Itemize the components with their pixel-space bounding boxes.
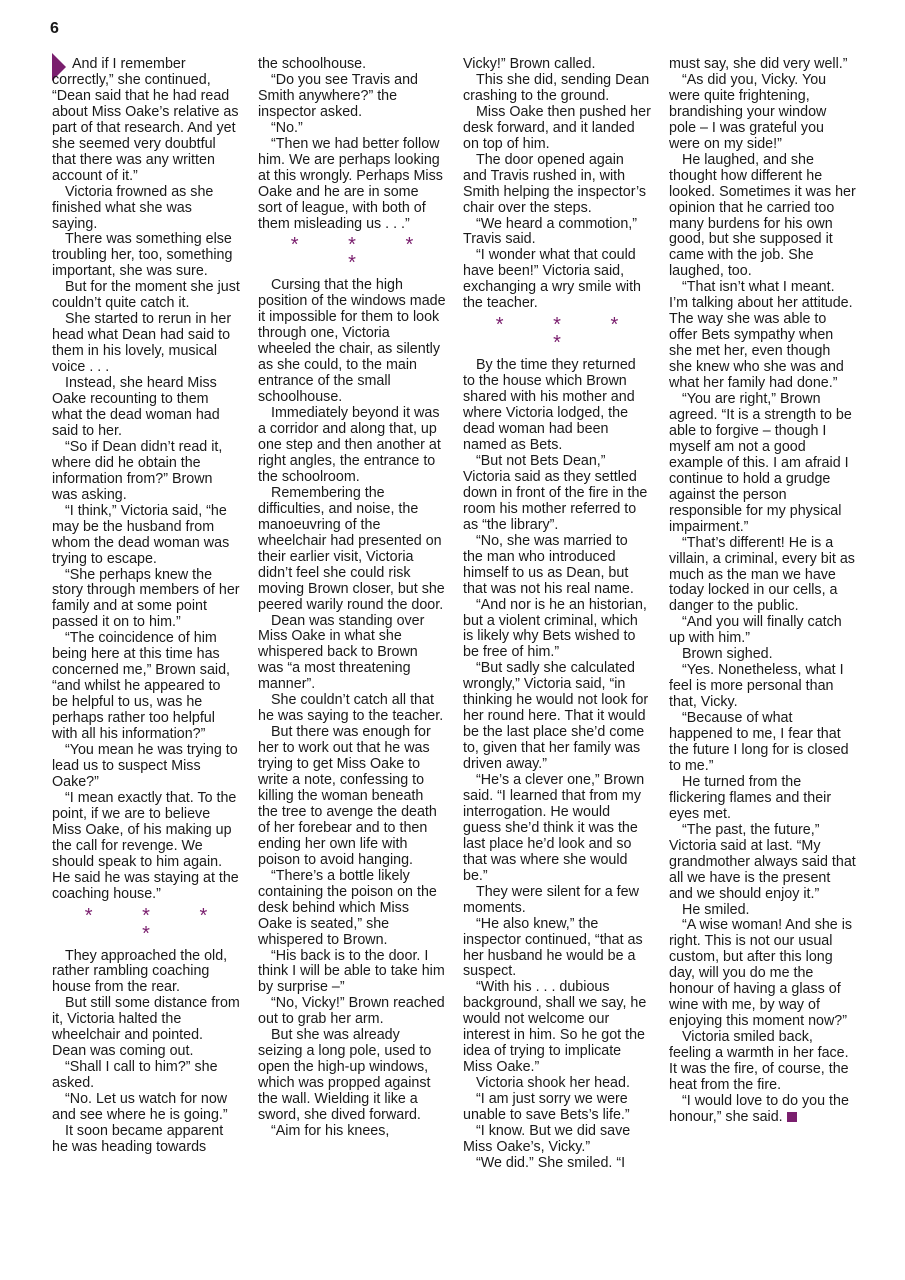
paragraph: “He’s a clever one,” Brown said. “I learned that from my interrogation. He would guess she’d think it was the last place he’d look and so that was where she would be.”	[463, 772, 645, 884]
paragraph: Victoria frowned as she finished what she was saying.	[52, 183, 214, 232]
paragraph: By the time they returned to the house which Brown shared with his mother and where Victoria lodged, the dead woman had been named as Bets.	[463, 357, 636, 454]
paragraph: “Do you see Travis and Smith anywhere?” the inspector asked.	[258, 71, 419, 120]
paragraph: “We did.” She smiled. “I	[476, 1154, 626, 1171]
paragraph: She started to rerun in her head what Dean had said to them in his lovely, musical voice . . .	[52, 311, 232, 376]
section-separator: * * * *	[84, 904, 230, 945]
paragraph: She couldn’t catch all that he was saying to the teacher.	[258, 692, 444, 725]
paragraph: This she did, sending Dean crashing to the ground.	[463, 71, 650, 104]
paragraph: “And nor is he an historian, but a violent criminal, which is likely why Bets wished to be free of him.”	[463, 596, 647, 661]
column-1	[52, 57, 240, 1156]
column-4	[669, 57, 857, 1126]
paragraph: Dean was standing over Miss Oake in what she whispered back to Brown was “a most threatening manner”.	[258, 612, 425, 693]
paragraph: He smiled.	[682, 901, 750, 918]
paragraph: “Yes. Nonetheless, what I feel is more personal than that, Vicky.	[669, 662, 844, 711]
paragraph: “No, Vicky!” Brown reached out to grab her arm.	[258, 995, 445, 1028]
column-2	[258, 57, 446, 1140]
paragraph: He turned from the flickering flames and their eyes met.	[669, 773, 832, 822]
paragraph: “His back is to the door. I think I will be able to take him by surprise –”	[258, 947, 445, 996]
paragraph: “Because of what happened to me, I fear that the future I long for is closed to me.”	[669, 710, 849, 774]
paragraph: Instead, she heard Miss Oake recounting to them what the dead woman had said to her.	[52, 375, 220, 439]
paragraph: “Shall I call to him?” she asked.	[52, 1059, 218, 1092]
paragraph: It soon became apparent he was heading towards	[52, 1123, 224, 1155]
paragraph: “That’s different! He is a villain, a criminal, every bit as much as the man we have today locked in our cells, a danger to the public.	[669, 534, 855, 615]
paragraph: “The coincidence of him being here at this time has concerned me,” Brown said, “and whilst he appeared to be helpful to us, was he perhaps rather too helpful with all his information?”	[52, 630, 230, 743]
paragraph: “The past, the future,” Victoria said at last. “My grandmother always said that all we have is the present and we should enjoy it.”	[669, 821, 856, 902]
paragraph: “No. Let us watch for now and see where he is going.”	[52, 1091, 228, 1124]
paragraph: “You mean he was trying to lead us to suspect Miss Oake?”	[52, 741, 238, 790]
paragraph: Brown sighed.	[682, 646, 773, 663]
paragraph: He laughed, and she thought how different he looked. Sometimes it was her opinion that he carried too many burdens for his own good, but she supposed it came with the job. She laughed, too.	[669, 151, 856, 280]
column-3	[463, 57, 651, 1172]
paragraph: Vicky!” Brown called.	[463, 56, 596, 72]
paragraph: “He also knew,” the inspector continued, “that as her husband he would be a suspect.	[463, 915, 643, 980]
paragraph: “We heard a commotion,” Travis said.	[463, 215, 638, 248]
paragraph: “A wise woman! And she is right. This is not our usual custom, but after this long day, will you do me the honour of having a glass of wine with me, by way of enjoying this moment now?”	[669, 917, 853, 1030]
paragraph: “Aim for his knees,	[271, 1123, 390, 1139]
paragraph: “No.”	[271, 119, 303, 136]
paragraph: “I mean exactly that. To the point, if we are to believe Miss Oake, of his making up the call for revenge. We should speak to him again. He said he was staying at the coaching house.”	[52, 789, 239, 902]
paragraph: “So if Dean didn’t read it, where did he obtain the information from?” Brown was asking.	[52, 438, 223, 503]
section-separator: * * * *	[290, 234, 436, 275]
paragraph: “That isn’t what I meant. I’m talking about her attitude. The way she was able to offer Bets sympathy when she met her, even though she knew who she was and what her family had done.”	[669, 279, 853, 392]
paragraph: the schoolhouse.	[258, 56, 367, 72]
paragraph: “You are right,” Brown agreed. “It is a strength to be able to forgive – though I myself am not a good example of this. I am afraid I continue to hold a grudge against the person responsible for my physical impairment.”	[669, 391, 852, 535]
paragraph: “With his . . . dubious background, shall we say, he would not welcome our interest in him. So he got the idea of trying to implicate Miss Oake.”	[463, 979, 647, 1076]
paragraph: “No, she was married to the man who introduced himself to us as Dean, but that was not his real name.	[463, 532, 634, 597]
paragraph: Victoria shook her head.	[476, 1075, 630, 1092]
paragraph: And if I remember correctly,” she continued, “Dean said that he had read about Miss Oake’s relative as part of that research. And yet she seemed very doubtful that there was any written account of it.”	[52, 56, 239, 184]
paragraph: Miss Oake then pushed her desk forward, and it landed on top of him.	[463, 103, 651, 152]
paragraph: They were silent for a few moments.	[463, 883, 639, 916]
paragraph: “I wonder what that could have been!” Victoria said, exchanging a wry smile with the teacher.	[463, 247, 641, 312]
paragraph: Immediately beyond it was a corridor and along that, up one step and then another at right angles, the entrance to the schoolroom.	[258, 405, 441, 485]
paragraph: But for the moment she just couldn’t quite catch it.	[52, 279, 240, 312]
paragraph: must say, she did very well.”	[669, 56, 848, 72]
paragraph: “And you will finally catch up with him.”	[669, 614, 842, 647]
paragraph: “I would love to do you the honour,” she said.	[669, 1092, 849, 1125]
paragraph: “As did you, Vicky. You were quite frightening, brandishing your window pole – I was grateful you were on my side!”	[669, 71, 827, 152]
paragraph: “There’s a bottle likely containing the poison on the desk behind which Miss Oake is seated,” she whispered to Brown.	[258, 867, 437, 948]
paragraph: “Then we had better follow him. We are perhaps looking at this wrongly. Perhaps Miss Oake and he are in some sort of league, with both of them misleading us . . .”	[258, 135, 443, 232]
paragraph: But there was enough for her to work out that he was trying to get Miss Oake to write a note, confessing to killing the woman beneath the tree to avenge the death of her forebear and to then ending her own life with poison to avoid hanging.	[258, 724, 437, 868]
paragraph: But she was already seizing a long pole, used to open the high-up windows, which was propped against the wall. Wielding it like a sword, she dived forward.	[258, 1027, 432, 1124]
section-separator: * * * *	[495, 314, 641, 355]
paragraph: There was something else troubling her, too, something important, she was sure.	[52, 231, 233, 280]
paragraph: “But sadly she calculated wrongly,” Victoria said, “in thinking he would not look for her round here. That it would be the last place she’d come to, given that her family was driven away.”	[463, 660, 649, 773]
paragraph: Victoria smiled back, feeling a warmth in her face. It was the fire, of course, the heat from the fire.	[669, 1029, 849, 1093]
paragraph: “She perhaps knew the story through members of her family and at some point passed it on to him.”	[52, 566, 240, 631]
paragraph: “But not Bets Dean,” Victoria said as they settled down in front of the fire in the room his mother referred to as “the library”.	[463, 452, 648, 533]
end-of-story-mark	[787, 1112, 797, 1122]
page-number: 6	[50, 20, 59, 37]
paragraph: “I know. But we did save Miss Oake’s, Vicky.”	[463, 1123, 631, 1155]
paragraph: “I think,” Victoria said, “he may be the husband from whom the dead woman was trying to escape.	[52, 502, 230, 567]
paragraph: Cursing that the high position of the windows made it impossible for them to look through one, Victoria wheeled the chair, as silently as she could, to the main entrance of the small schoolhouse.	[258, 277, 446, 406]
paragraph: But still some distance from it, Victoria halted the wheelchair and pointed. Dean was coming out.	[52, 995, 240, 1060]
paragraph: The door opened again and Travis rushed in, with Smith helping the inspector’s chair over the steps.	[463, 151, 647, 216]
paragraph: They approached the old, rather rambling coaching house from the rear.	[52, 947, 228, 996]
paragraph: Remembering the difficulties, and noise, the manoeuvring of the wheelchair had presented on their earlier visit, Victoria didn’t feel she could risk moving Brown closer, but she peered warily round the door.	[258, 484, 445, 613]
paragraph: “I am just sorry we were unable to save Bets’s life.”	[463, 1091, 630, 1124]
